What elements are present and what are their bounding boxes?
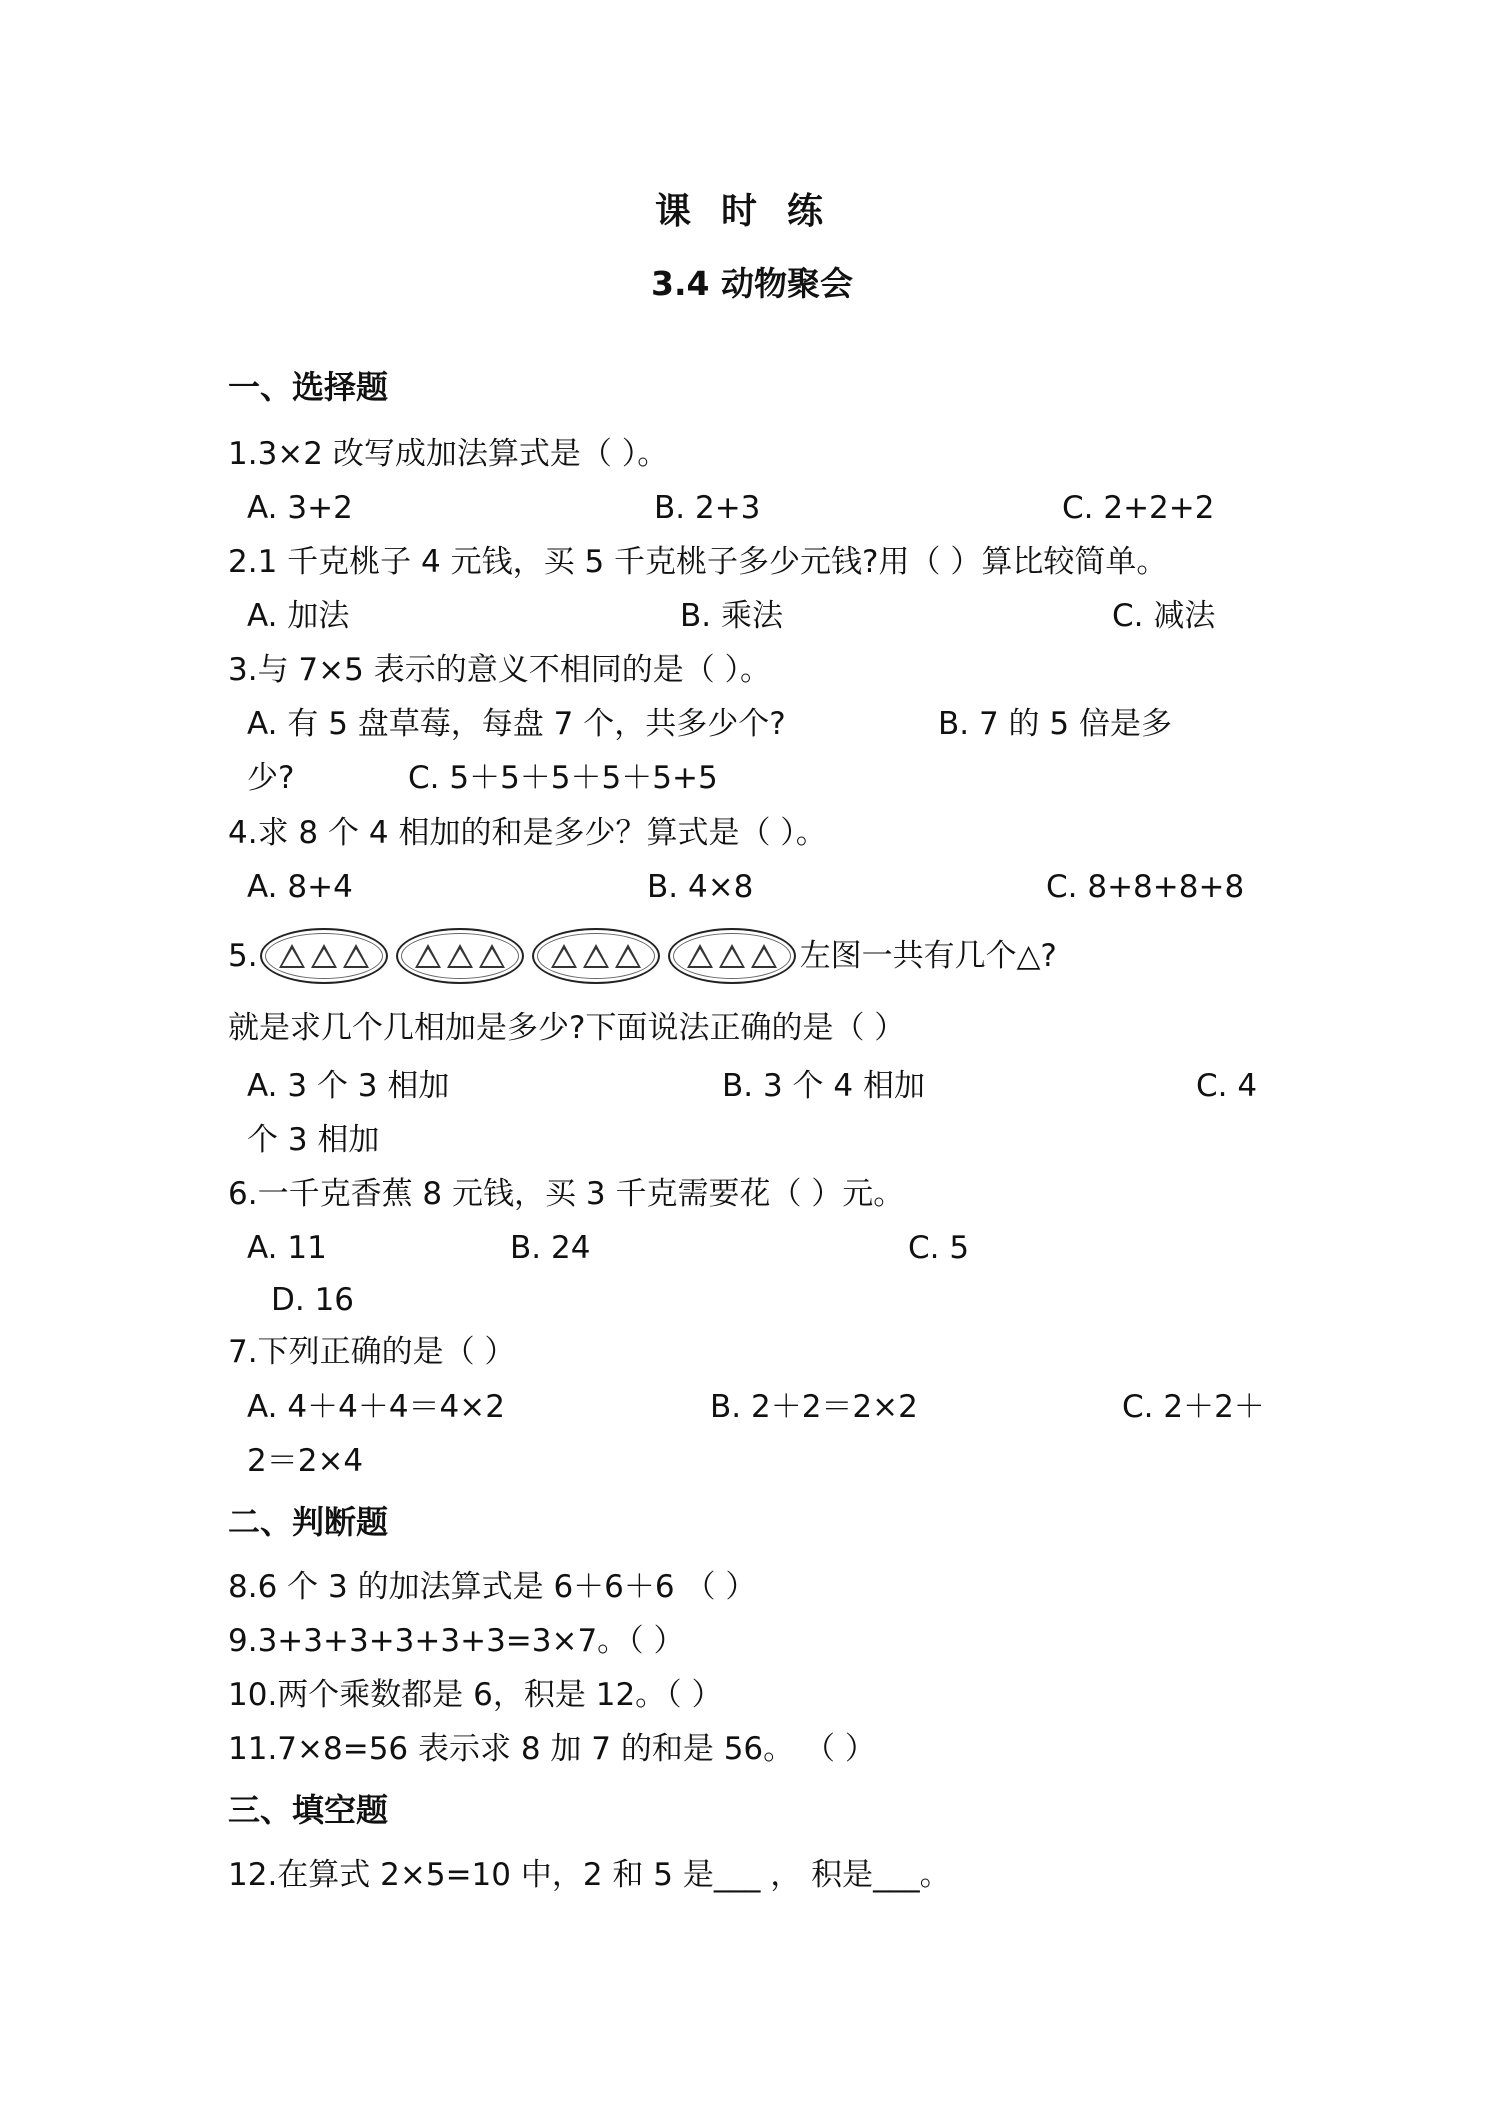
q6-option-d: D. 16 <box>271 1282 355 1318</box>
triangle-group <box>396 928 524 984</box>
triangle-icon <box>279 944 305 968</box>
section-heading-judgment: 二、判断题 <box>228 1503 389 1541</box>
q6-option-b: B. 24 <box>510 1230 591 1266</box>
q5-question-text: 左图一共有几个△? <box>799 938 1057 974</box>
section-heading-fill-in: 三、填空题 <box>228 1791 389 1829</box>
triangle-icon <box>583 944 609 968</box>
triangle-icon <box>551 944 577 968</box>
question-8: 8.6 个 3 的加法算式是 6＋6＋6 （ ） <box>228 1569 757 1605</box>
q7-option-c: C. 2＋2＋ <box>1122 1389 1265 1425</box>
q4-option-c: C. 8+8+8+8 <box>1046 869 1245 905</box>
question-4: 4.求 8 个 4 相加的和是多少？算式是（ ）。 <box>228 815 827 851</box>
question-12: 12.在算式 2×5=10 中，2 和 5 是___ ， 积是___。 <box>228 1857 951 1893</box>
page-title: 课时练 <box>655 191 854 232</box>
triangle-groups-figure <box>260 928 796 984</box>
triangle-group <box>260 928 388 984</box>
question-9: 9.3+3+3+3+3+3=3×7。（ ） <box>228 1623 685 1659</box>
question-5-line-2: 就是求几个几相加是多少?下面说法正确的是（ ） <box>228 1010 906 1046</box>
q7-option-b: B. 2＋2＝2×2 <box>710 1389 918 1425</box>
section-heading-choice: 一、选择题 <box>228 368 389 406</box>
triangle-icon <box>343 944 369 968</box>
q1-option-b: B. 2+3 <box>654 490 761 526</box>
triangle-icon <box>615 944 641 968</box>
triangle-group <box>532 928 660 984</box>
question-2: 2.1 千克桃子 4 元钱，买 5 千克桃子多少元钱?用（ ）算比较简单。 <box>228 544 1168 580</box>
question-7: 7.下列正确的是（ ） <box>228 1334 516 1370</box>
q5-option-c-continued: 个 3 相加 <box>247 1122 380 1158</box>
triangle-icon <box>479 944 505 968</box>
q1-option-c: C. 2+2+2 <box>1062 490 1215 526</box>
q3-option-c: C. 5＋5＋5＋5＋5+5 <box>408 760 718 796</box>
q5-option-a: A. 3 个 3 相加 <box>247 1068 450 1104</box>
q2-option-c: C. 减法 <box>1112 598 1216 634</box>
triangle-icon <box>447 944 473 968</box>
q3-option-a: A. 有 5 盘草莓，每盘 7 个，共多少个? <box>247 706 786 742</box>
triangle-icon <box>311 944 337 968</box>
triangle-icon <box>751 944 777 968</box>
q7-option-a: A. 4＋4＋4＝4×2 <box>247 1389 505 1425</box>
triangle-icon <box>415 944 441 968</box>
q6-option-a: A. 11 <box>247 1230 327 1266</box>
question-3: 3.与 7×5 表示的意义不相同的是（ ）。 <box>228 652 772 688</box>
question-5 <box>228 928 1057 984</box>
q3-option-b: B. 7 的 5 倍是多 <box>938 706 1172 742</box>
question-11: 11.7×8=56 表示求 8 加 7 的和是 56。 （ ） <box>228 1731 876 1767</box>
q3-option-b-continued: 少? <box>247 760 295 796</box>
q4-option-b: B. 4×8 <box>647 869 754 905</box>
q5-option-b: B. 3 个 4 相加 <box>722 1068 925 1104</box>
q2-option-b: B. 乘法 <box>680 598 783 634</box>
question-6: 6.一千克香蕉 8 元钱，买 3 千克需要花（ ）元。 <box>228 1176 905 1212</box>
q2-option-a: A. 加法 <box>247 598 350 634</box>
triangle-icon <box>687 944 713 968</box>
question-1: 1.3×2 改写成加法算式是（ ）。 <box>228 436 669 472</box>
q6-option-c: C. 5 <box>908 1230 970 1266</box>
triangle-group <box>668 928 796 984</box>
q7-option-c-continued: 2＝2×4 <box>247 1443 364 1479</box>
q4-option-a: A. 8+4 <box>247 869 353 905</box>
q1-option-a: A. 3+2 <box>247 490 353 526</box>
page-subtitle: 3.4 动物聚会 <box>651 264 853 303</box>
triangle-icon <box>719 944 745 968</box>
question-10: 10.两个乘数都是 6，积是 12。（ ） <box>228 1677 723 1713</box>
q5-option-c: C. 4 <box>1196 1068 1258 1104</box>
q5-number: 5. <box>228 938 258 974</box>
